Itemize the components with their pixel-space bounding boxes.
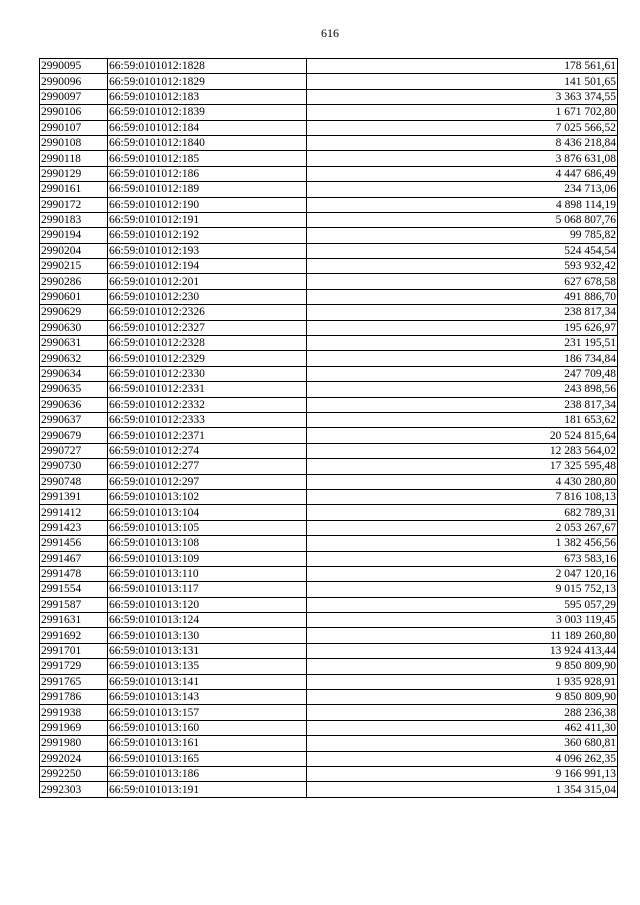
table-row — [40, 443, 618, 458]
cadastral-value-cell: 234 713,06 — [307, 182, 618, 197]
table-row — [40, 428, 618, 443]
cadastral-value-cell: 12 283 564,02 — [307, 443, 618, 458]
cadastral-value-cell: 2 047 120,16 — [307, 566, 618, 581]
table-row — [40, 643, 618, 658]
table-row — [40, 628, 618, 643]
table-row — [40, 520, 618, 535]
cadastral-number-cell: 66:59:0101013:131 — [108, 643, 307, 658]
cadastral-value-cell: 141 501,65 — [307, 74, 618, 89]
cadastral-value-cell: 360 680,81 — [307, 736, 618, 751]
table-row — [40, 551, 618, 566]
cadastral-number-cell: 66:59:0101012:2327 — [108, 320, 307, 335]
cadastral-value-cell: 3 363 374,55 — [307, 89, 618, 104]
cadastral-value-cell: 3 003 119,45 — [307, 613, 618, 628]
row-number-cell: 2991554 — [40, 582, 108, 597]
cadastral-value-cell: 238 817,34 — [307, 397, 618, 412]
cadastral-value-cell: 673 583,16 — [307, 551, 618, 566]
row-number-cell: 2990107 — [40, 120, 108, 135]
cadastral-number-cell: 66:59:0101013:186 — [108, 766, 307, 781]
cadastral-value-cell: 9 850 809,90 — [307, 690, 618, 705]
cadastral-value-cell: 462 411,30 — [307, 720, 618, 735]
page-number: 616 — [321, 26, 339, 40]
cadastral-value-cell: 186 734,84 — [307, 351, 618, 366]
row-number-cell: 2991786 — [40, 690, 108, 705]
cadastral-value-cell: 1 935 928,91 — [307, 674, 618, 689]
cadastral-value-cell: 524 454,54 — [307, 243, 618, 258]
cadastral-number-cell: 66:59:0101012:183 — [108, 89, 307, 104]
cadastral-value-cell: 13 924 413,44 — [307, 643, 618, 658]
cadastral-number-cell: 66:59:0101012:2326 — [108, 305, 307, 320]
row-number-cell: 2992250 — [40, 766, 108, 781]
row-number-cell: 2990204 — [40, 243, 108, 258]
row-number-cell: 2991467 — [40, 551, 108, 566]
cadastral-value-cell: 11 189 260,80 — [307, 628, 618, 643]
cadastral-number-cell: 66:59:0101013:191 — [108, 782, 307, 797]
cadastral-number-cell: 66:59:0101012:230 — [108, 289, 307, 304]
cadastral-number-cell: 66:59:0101012:191 — [108, 212, 307, 227]
row-number-cell: 2990095 — [40, 59, 108, 74]
row-number-cell: 2990748 — [40, 474, 108, 489]
row-number-cell: 2990679 — [40, 428, 108, 443]
table-row — [40, 135, 618, 150]
row-number-cell: 2990096 — [40, 74, 108, 89]
row-number-cell: 2990106 — [40, 105, 108, 120]
cadastral-value-cell: 17 325 595,48 — [307, 459, 618, 474]
cadastral-value-cell: 2 053 267,67 — [307, 520, 618, 535]
row-number-cell: 2990108 — [40, 135, 108, 150]
cadastral-number-cell: 66:59:0101012:2331 — [108, 382, 307, 397]
table-row — [40, 566, 618, 581]
row-number-cell: 2991765 — [40, 674, 108, 689]
table-row — [40, 305, 618, 320]
cadastral-value-cell: 9 166 991,13 — [307, 766, 618, 781]
table-row — [40, 505, 618, 520]
cadastral-number-cell: 66:59:0101012:186 — [108, 166, 307, 181]
row-number-cell: 2990634 — [40, 366, 108, 381]
cadastral-number-cell: 66:59:0101013:130 — [108, 628, 307, 643]
table-row — [40, 74, 618, 89]
table-row — [40, 705, 618, 720]
table-body — [40, 59, 618, 798]
cadastral-number-cell: 66:59:0101013:109 — [108, 551, 307, 566]
cadastral-number-cell: 66:59:0101012:2329 — [108, 351, 307, 366]
row-number-cell: 2991456 — [40, 536, 108, 551]
cadastral-value-cell: 4 096 262,35 — [307, 751, 618, 766]
row-number-cell: 2990631 — [40, 336, 108, 351]
row-number-cell: 2991631 — [40, 613, 108, 628]
cadastral-value-cell: 7 816 108,13 — [307, 489, 618, 504]
cadastral-number-cell: 66:59:0101012:194 — [108, 259, 307, 274]
cadastral-value-cell: 682 789,31 — [307, 505, 618, 520]
row-number-cell: 2990730 — [40, 459, 108, 474]
table-row — [40, 228, 618, 243]
cadastral-value-cell: 1 354 315,04 — [307, 782, 618, 797]
cadastral-number-cell: 66:59:0101012:297 — [108, 474, 307, 489]
row-number-cell: 2990286 — [40, 274, 108, 289]
cadastral-number-cell: 66:59:0101013:135 — [108, 659, 307, 674]
table-row — [40, 120, 618, 135]
cadastral-number-cell: 66:59:0101013:141 — [108, 674, 307, 689]
table-row — [40, 351, 618, 366]
row-number-cell: 2991692 — [40, 628, 108, 643]
cadastral-number-cell: 66:59:0101012:2371 — [108, 428, 307, 443]
table-row — [40, 459, 618, 474]
row-number-cell: 2991391 — [40, 489, 108, 504]
row-number-cell: 2990601 — [40, 289, 108, 304]
cadastral-value-cell: 243 898,56 — [307, 382, 618, 397]
cadastral-number-cell: 66:59:0101013:160 — [108, 720, 307, 735]
cadastral-number-cell: 66:59:0101012:185 — [108, 151, 307, 166]
table-row — [40, 197, 618, 212]
row-number-cell: 2990183 — [40, 212, 108, 227]
cadastral-value-cell: 1 382 456,56 — [307, 536, 618, 551]
cadastral-number-cell: 66:59:0101013:102 — [108, 489, 307, 504]
row-number-cell: 2990629 — [40, 305, 108, 320]
table-row — [40, 243, 618, 258]
table-row — [40, 582, 618, 597]
table-row — [40, 366, 618, 381]
cadastral-value-cell: 4 447 686,49 — [307, 166, 618, 181]
table-row — [40, 720, 618, 735]
cadastral-value-cell: 238 817,34 — [307, 305, 618, 320]
row-number-cell: 2990727 — [40, 443, 108, 458]
cadastral-number-cell: 66:59:0101012:1839 — [108, 105, 307, 120]
table-row — [40, 289, 618, 304]
row-number-cell: 2991701 — [40, 643, 108, 658]
cadastral-value-cell: 7 025 566,52 — [307, 120, 618, 135]
row-number-cell: 2991729 — [40, 659, 108, 674]
cadastral-number-cell: 66:59:0101013:117 — [108, 582, 307, 597]
cadastral-number-cell: 66:59:0101012:192 — [108, 228, 307, 243]
row-number-cell: 2990636 — [40, 397, 108, 412]
table-row — [40, 674, 618, 689]
cadastral-value-cell: 1 671 702,80 — [307, 105, 618, 120]
cadastral-value-cell: 288 236,38 — [307, 705, 618, 720]
row-number-cell: 2991412 — [40, 505, 108, 520]
row-number-cell: 2990129 — [40, 166, 108, 181]
cadastral-number-cell: 66:59:0101012:190 — [108, 197, 307, 212]
table-row — [40, 274, 618, 289]
cadastral-value-cell: 20 524 815,64 — [307, 428, 618, 443]
cadastral-number-cell: 66:59:0101012:1829 — [108, 74, 307, 89]
cadastral-value-table — [39, 58, 618, 798]
cadastral-value-cell: 181 653,62 — [307, 412, 618, 427]
cadastral-number-cell: 66:59:0101012:2330 — [108, 366, 307, 381]
cadastral-number-cell: 66:59:0101013:104 — [108, 505, 307, 520]
table-row — [40, 536, 618, 551]
table-row — [40, 166, 618, 181]
table-row — [40, 597, 618, 612]
table-row — [40, 736, 618, 751]
cadastral-number-cell: 66:59:0101012:193 — [108, 243, 307, 258]
row-number-cell: 2991478 — [40, 566, 108, 581]
cadastral-value-cell: 595 057,29 — [307, 597, 618, 612]
table-row — [40, 397, 618, 412]
cadastral-value-cell: 3 876 631,08 — [307, 151, 618, 166]
table-row — [40, 89, 618, 104]
cadastral-number-cell: 66:59:0101013:110 — [108, 566, 307, 581]
table-row — [40, 382, 618, 397]
row-number-cell: 2990632 — [40, 351, 108, 366]
cadastral-value-cell: 247 709,48 — [307, 366, 618, 381]
cadastral-number-cell: 66:59:0101013:165 — [108, 751, 307, 766]
cadastral-number-cell: 66:59:0101012:2328 — [108, 336, 307, 351]
row-number-cell: 2990172 — [40, 197, 108, 212]
row-number-cell: 2990097 — [40, 89, 108, 104]
row-number-cell: 2991938 — [40, 705, 108, 720]
cadastral-value-cell: 491 886,70 — [307, 289, 618, 304]
row-number-cell: 2991587 — [40, 597, 108, 612]
cadastral-number-cell: 66:59:0101012:184 — [108, 120, 307, 135]
row-number-cell: 2990161 — [40, 182, 108, 197]
cadastral-number-cell: 66:59:0101012:2333 — [108, 412, 307, 427]
row-number-cell: 2990215 — [40, 259, 108, 274]
cadastral-number-cell: 66:59:0101012:277 — [108, 459, 307, 474]
table-row — [40, 182, 618, 197]
cadastral-number-cell: 66:59:0101013:157 — [108, 705, 307, 720]
cadastral-number-cell: 66:59:0101013:124 — [108, 613, 307, 628]
table-row — [40, 336, 618, 351]
cadastral-value-cell: 9 015 752,13 — [307, 582, 618, 597]
row-number-cell: 2991423 — [40, 520, 108, 535]
table-row — [40, 212, 618, 227]
row-number-cell: 2990635 — [40, 382, 108, 397]
cadastral-value-cell: 9 850 809,90 — [307, 659, 618, 674]
row-number-cell: 2990637 — [40, 412, 108, 427]
cadastral-value-cell: 178 561,61 — [307, 59, 618, 74]
cadastral-number-cell: 66:59:0101012:189 — [108, 182, 307, 197]
row-number-cell: 2991980 — [40, 736, 108, 751]
table-row — [40, 659, 618, 674]
cadastral-value-cell: 231 195,51 — [307, 336, 618, 351]
cadastral-number-cell: 66:59:0101012:2332 — [108, 397, 307, 412]
table-row — [40, 59, 618, 74]
table-row — [40, 320, 618, 335]
cadastral-number-cell: 66:59:0101013:105 — [108, 520, 307, 535]
table-row — [40, 766, 618, 781]
cadastral-value-cell: 195 626,97 — [307, 320, 618, 335]
cadastral-number-cell: 66:59:0101012:1828 — [108, 59, 307, 74]
cadastral-value-cell: 627 678,58 — [307, 274, 618, 289]
cadastral-value-cell: 99 785,82 — [307, 228, 618, 243]
table-row — [40, 613, 618, 628]
cadastral-number-cell: 66:59:0101012:274 — [108, 443, 307, 458]
cadastral-number-cell: 66:59:0101013:120 — [108, 597, 307, 612]
row-number-cell: 2992024 — [40, 751, 108, 766]
table-row — [40, 690, 618, 705]
table-row — [40, 105, 618, 120]
table-row — [40, 151, 618, 166]
row-number-cell: 2990118 — [40, 151, 108, 166]
row-number-cell: 2990630 — [40, 320, 108, 335]
cadastral-value-cell: 4 430 280,80 — [307, 474, 618, 489]
row-number-cell: 2991969 — [40, 720, 108, 735]
table-row — [40, 412, 618, 427]
cadastral-number-cell: 66:59:0101013:143 — [108, 690, 307, 705]
cadastral-number-cell: 66:59:0101013:161 — [108, 736, 307, 751]
cadastral-value-cell: 4 898 114,19 — [307, 197, 618, 212]
cadastral-number-cell: 66:59:0101012:1840 — [108, 135, 307, 150]
cadastral-value-cell: 8 436 218,84 — [307, 135, 618, 150]
cadastral-value-cell: 5 068 807,76 — [307, 212, 618, 227]
cadastral-number-cell: 66:59:0101012:201 — [108, 274, 307, 289]
table-row — [40, 489, 618, 504]
cadastral-number-cell: 66:59:0101013:108 — [108, 536, 307, 551]
table-row — [40, 259, 618, 274]
row-number-cell: 2990194 — [40, 228, 108, 243]
table-row — [40, 751, 618, 766]
cadastral-value-cell: 593 932,42 — [307, 259, 618, 274]
row-number-cell: 2992303 — [40, 782, 108, 797]
table-row — [40, 474, 618, 489]
table-row — [40, 782, 618, 797]
